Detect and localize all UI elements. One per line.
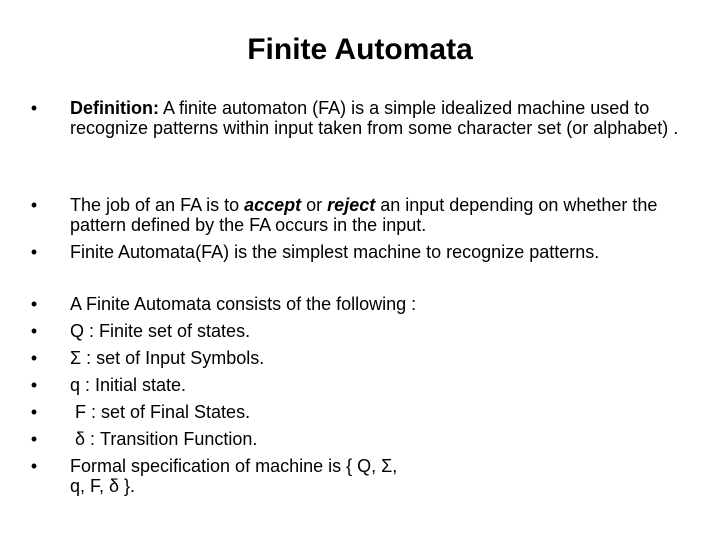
component-input-symbols: Σ : set of Input Symbols.	[70, 348, 265, 368]
reject-term: reject	[327, 195, 376, 215]
definition-text: A finite automaton (FA) is a simple idealized machine used to recognize patterns within input taken from some character set (or alphabet) .	[70, 98, 679, 138]
list-item	[28, 98, 688, 138]
bullet-icon: •	[30, 195, 38, 215]
bullet-icon: •	[30, 348, 38, 368]
bullet-icon: •	[30, 98, 38, 118]
page-title: Finite Automata	[247, 33, 473, 66]
definition-list	[28, 98, 688, 145]
job-text-mid: or	[301, 195, 328, 215]
bullet-icon: •	[30, 375, 38, 395]
job-text-post: an input depending on whether the pattern defined by the FA occurs in the input.	[70, 195, 658, 235]
list-item	[28, 195, 688, 235]
list-item	[28, 429, 688, 449]
list-item	[28, 402, 688, 422]
list-item	[28, 242, 688, 262]
component-initial-state: q : Initial state.	[70, 375, 187, 395]
component-final-states: F : set of Final States.	[70, 402, 251, 422]
bullet-icon: •	[30, 242, 38, 262]
simplest-machine-text: Finite Automata(FA) is the simplest machine to recognize patterns.	[70, 242, 600, 262]
definition-label: Definition:	[70, 98, 159, 118]
job-text-pre: The job of an FA is to	[70, 195, 245, 215]
components-intro: A Finite Automata consists of the following :	[70, 294, 417, 314]
fa-job-list	[28, 195, 688, 269]
list-item	[28, 321, 688, 341]
component-transition-function: δ : Transition Function.	[70, 429, 258, 449]
bullet-icon: •	[30, 456, 38, 476]
bullet-icon: •	[30, 321, 38, 341]
list-item	[28, 456, 400, 496]
list-item	[28, 294, 688, 314]
bullet-icon: •	[30, 402, 38, 422]
components-list	[28, 294, 688, 503]
accept-term: accept	[244, 195, 302, 215]
list-item	[28, 348, 688, 368]
bullet-icon: •	[30, 429, 38, 449]
list-item	[28, 375, 688, 395]
formal-specification: Formal specification of machine is { Q, Σ, q, F, δ }.	[70, 456, 398, 496]
bullet-icon: •	[30, 294, 38, 314]
component-states: Q : Finite set of states.	[70, 321, 251, 341]
